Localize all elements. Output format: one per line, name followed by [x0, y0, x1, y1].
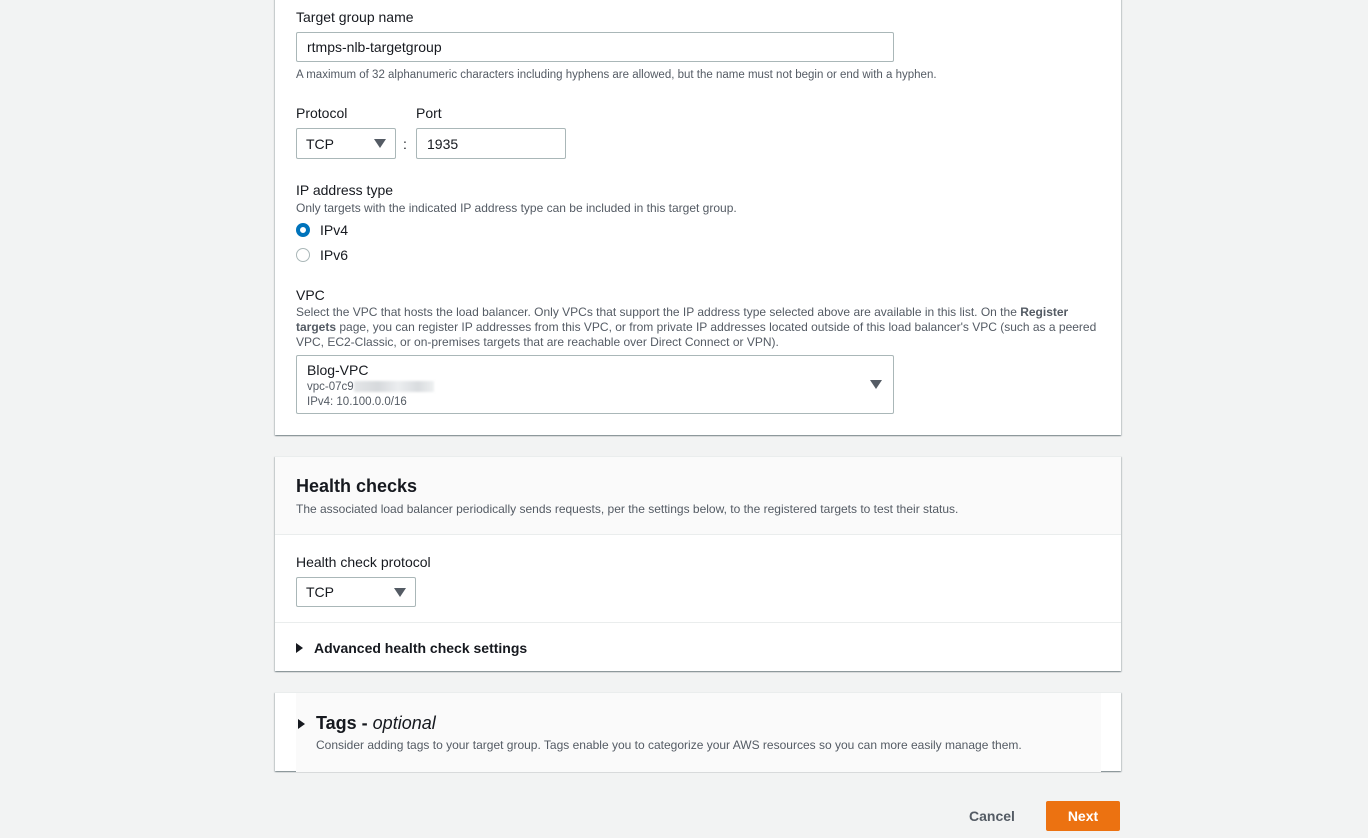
vpc-selected-id: vpc-07c9	[307, 381, 354, 393]
protocol-select-value: TCP	[306, 135, 334, 152]
caret-right-icon	[298, 719, 305, 729]
protocol-port-separator: :	[403, 136, 407, 152]
radio-unchecked-icon[interactable]	[296, 248, 310, 262]
ip-address-type-label: IP address type	[296, 182, 394, 198]
protocol-label: Protocol	[296, 105, 348, 121]
target-group-name-hint: A maximum of 32 alphanumeric characters including hyphens are allowed, but the name must not begin or end with a hyphen.	[296, 69, 937, 81]
ip-type-option-ipv4[interactable]	[296, 222, 348, 238]
tags-description: Consider adding tags to your target group. Tags enable you to categorize your AWS resources so you can more easily manage them.	[316, 738, 1022, 752]
divider	[275, 622, 1121, 623]
vpc-select[interactable]	[296, 355, 894, 414]
health-checks-header	[275, 457, 1121, 535]
cancel-button[interactable]: Cancel	[956, 801, 1028, 831]
tags-toggle[interactable]	[298, 713, 436, 734]
vpc-selected-id-row	[307, 381, 434, 393]
next-button[interactable]: Next	[1046, 801, 1120, 831]
ip-address-type-description: Only targets with the indicated IP address type can be included in this target group.	[296, 201, 737, 215]
vpc-selected-name: Blog-VPC	[307, 362, 369, 378]
health-checks-description: The associated load balancer periodically sends requests, per the settings below, to the registered targets to test their status.	[296, 502, 959, 516]
basic-configuration-panel	[275, 0, 1121, 435]
tags-title-text: Tags -	[316, 713, 373, 733]
tags-title-optional: optional	[372, 713, 436, 733]
health-check-protocol-label: Health check protocol	[296, 554, 431, 570]
target-group-name-label: Target group name	[296, 9, 414, 25]
health-check-protocol-select[interactable]	[296, 577, 416, 607]
health-check-protocol-value: TCP	[306, 584, 334, 600]
port-label: Port	[416, 105, 442, 121]
protocol-select[interactable]	[296, 128, 396, 159]
ip-type-option-label: IPv4	[320, 222, 349, 238]
chevron-down-icon	[374, 139, 386, 148]
radio-checked-icon[interactable]	[296, 223, 310, 237]
port-input[interactable]	[416, 128, 566, 159]
vpc-description-text: Select the VPC that hosts the load balancer. Only VPCs that support the IP address type selected above are available in this list. On the	[296, 305, 1021, 319]
redacted-blur	[354, 381, 434, 392]
ip-type-option-ipv6[interactable]	[296, 247, 348, 263]
tags-title	[316, 713, 436, 734]
caret-right-icon	[296, 643, 303, 653]
health-checks-panel	[275, 456, 1121, 671]
tags-panel	[275, 692, 1121, 771]
vpc-selected-cidr: IPv4: 10.100.0.0/16	[307, 396, 407, 408]
vpc-description	[296, 305, 1106, 350]
target-group-name-input[interactable]	[296, 32, 894, 62]
chevron-down-icon	[870, 380, 882, 389]
advanced-health-check-label: Advanced health check settings	[314, 640, 528, 656]
ip-type-option-label: IPv6	[320, 247, 349, 263]
vpc-label: VPC	[296, 287, 325, 303]
health-checks-title: Health checks	[296, 476, 418, 496]
vpc-description-bold: Register targets	[296, 305, 1069, 334]
vpc-description-text: page, you can register IP addresses from this VPC, or from private IP addresses located outside of this load balancer's VPC (such as a peered VPC, EC2-Classic, or on-premises targets that are reachable over Direct Connect or VPN).	[296, 320, 1097, 349]
chevron-down-icon	[394, 588, 406, 597]
advanced-health-check-toggle[interactable]	[296, 640, 527, 656]
